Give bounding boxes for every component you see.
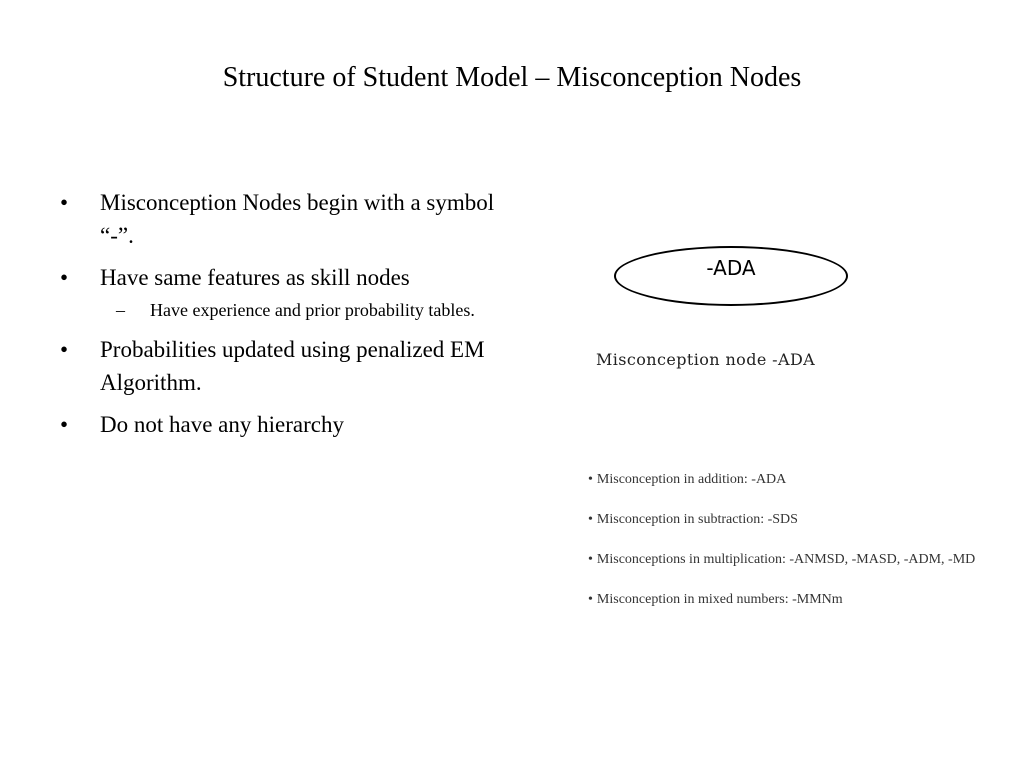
bullet-text: Do not have any hierarchy <box>100 412 344 437</box>
bullet-marker: • <box>60 412 69 437</box>
bullet-marker: • <box>588 472 593 487</box>
bullet-text: Have same features as skill nodes <box>100 265 410 290</box>
sub-bullet-item <box>60 297 500 324</box>
bullet-item <box>60 261 500 324</box>
misconception-item <box>588 510 1008 530</box>
bullet-item <box>60 408 500 441</box>
misconception-text: Misconception in subtraction: -SDS <box>596 512 798 527</box>
misconception-text: Misconception in addition: -ADA <box>596 472 787 487</box>
bullet-marker: • <box>60 190 69 215</box>
bullet-marker: • <box>588 552 593 567</box>
bullet-list <box>60 186 500 450</box>
misconception-node-figure <box>590 230 900 390</box>
sub-bullet-marker: – <box>116 300 125 320</box>
sub-bullet-list <box>100 297 500 324</box>
figure-caption: Misconception node -ADA <box>596 350 816 369</box>
misconception-item <box>588 470 1008 490</box>
bullet-marker: • <box>60 265 69 290</box>
misconception-text: Misconceptions in multiplication: -ANMSD, -MASD, -ADM, -MD <box>596 552 976 567</box>
slide-title: Structure of Student Model – Misconception Nodes <box>222 62 802 93</box>
misconception-item <box>588 590 1008 610</box>
bullet-item <box>60 333 500 399</box>
misconception-text: Misconception in mixed numbers: -MMNm <box>596 592 843 607</box>
bullet-marker: • <box>60 337 69 362</box>
bullet-text: Probabilities updated using penalized EM Algorithm. <box>100 337 485 395</box>
sub-bullet-text: Have experience and prior probability tables. <box>150 300 475 320</box>
misconception-list <box>588 470 1008 630</box>
bullet-marker: • <box>588 592 593 607</box>
bullet-marker: • <box>588 512 593 527</box>
node-label: -ADA <box>706 256 756 280</box>
bullet-text: Misconception Nodes begin with a symbol “-”. <box>100 190 495 248</box>
misconception-item <box>588 550 1008 570</box>
bullet-item <box>60 186 500 252</box>
